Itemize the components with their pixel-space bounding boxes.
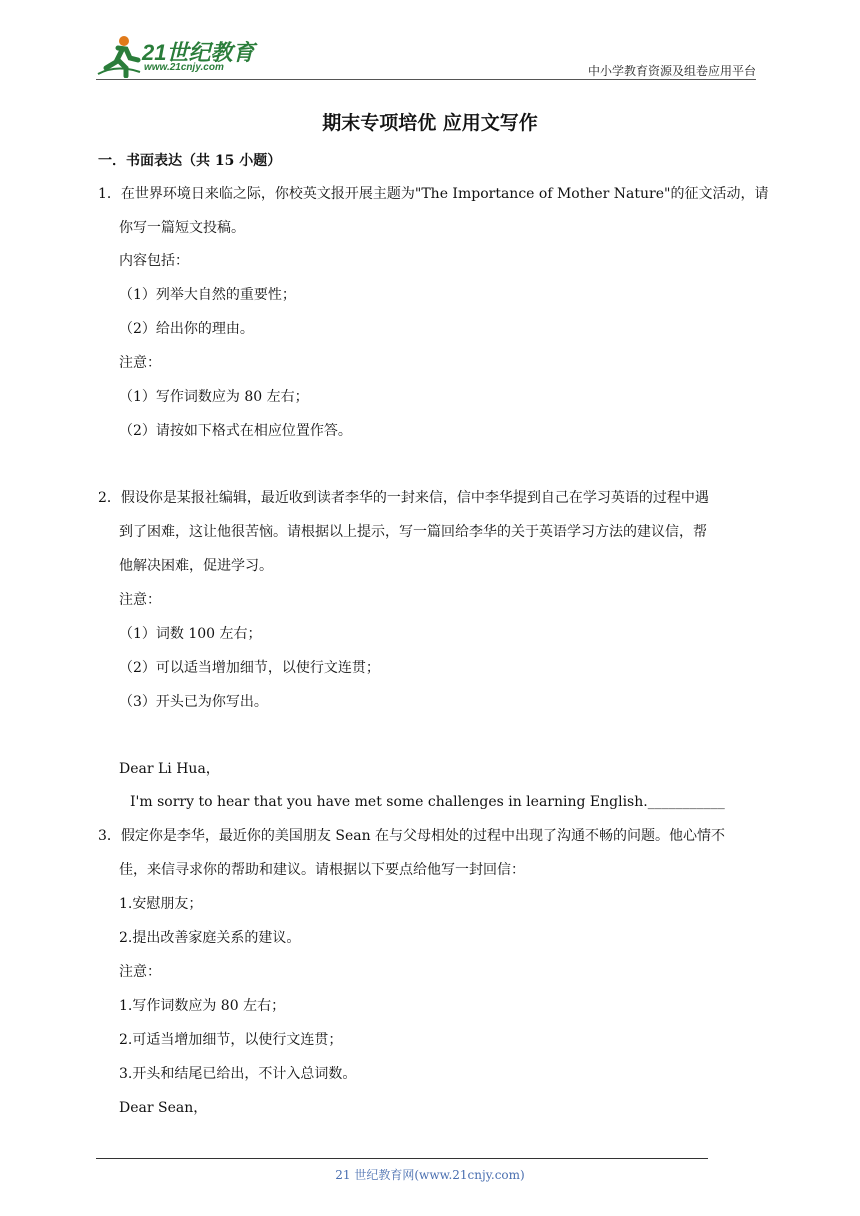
q3-note-label: 注意： bbox=[119, 964, 161, 980]
q3-line2: 佳，来信寻求你的帮助和建议。请根据以下要点给他写一封回信： bbox=[119, 862, 525, 878]
header-divider bbox=[96, 79, 756, 80]
q2-line1: 2．假设你是某报社编辑，最近收到读者李华的一封来信，信中李华提到自己在学习英语的过程中遇 bbox=[98, 490, 709, 506]
q2-note-2: （2）可以适当增加细节，以使行文连贯； bbox=[119, 660, 380, 676]
footer-text: 21 世纪教育网(www.21cnjy.com) bbox=[335, 1168, 525, 1182]
q3-line1: 3．假定你是李华，最近你的美国朋友 Sean 在与父母相处的过程中出现了沟通不畅的问题。他心情不 bbox=[98, 828, 726, 844]
q2-line3: 他解决困难，促进学习。 bbox=[119, 558, 273, 574]
q3-note-1: 1.写作词数应为 80 左右； bbox=[119, 998, 286, 1014]
q3-greeting: Dear Sean， bbox=[119, 1100, 208, 1116]
q3-note-3: 3.开头和结尾已给出，不计入总词数。 bbox=[119, 1066, 357, 1082]
q1-line2: 你写一篇短文投稿。 bbox=[119, 220, 245, 236]
q3-note-2: 2.可适当增加细节，以使行文连贯； bbox=[119, 1032, 343, 1048]
logo-url: www.21cnjy.com bbox=[144, 62, 224, 73]
q1-line1: 1．在世界环境日来临之际，你校英文报开展主题为"The Importance of Mother Nature"的征文活动，请 bbox=[98, 186, 769, 202]
section-heading: 一．书面表达（共 15 小题） bbox=[98, 153, 282, 169]
page-title: 期末专项培优 应用文写作 bbox=[322, 112, 538, 134]
q2-opening: I'm sorry to hear that you have met some challenges in learning English.___________ bbox=[130, 794, 725, 810]
site-logo bbox=[96, 34, 266, 78]
q2-line2: 到了困难，这让他很苦恼。请根据以上提示，写一篇回给李华的关于英语学习方法的建议信，帮 bbox=[119, 524, 707, 540]
q3-point-1: 1.安慰朋友； bbox=[119, 896, 203, 912]
q2-note-3: （3）开头已为你写出。 bbox=[119, 694, 268, 710]
q1-note-1: （1）写作词数应为 80 左右； bbox=[119, 389, 309, 405]
q1-note-2: （2）请按如下格式在相应位置作答。 bbox=[119, 423, 352, 439]
logo-text: 21世纪教育 bbox=[142, 40, 255, 65]
q2-note-label: 注意： bbox=[119, 592, 161, 608]
platform-name: 中小学教育资源及组卷应用平台 bbox=[587, 64, 756, 78]
runner-logo-icon bbox=[96, 34, 142, 78]
q3-point-2: 2.提出改善家庭关系的建议。 bbox=[119, 930, 301, 946]
q1-content-1: （1）列举大自然的重要性； bbox=[119, 287, 296, 303]
q1-content-2: （2）给出你的理由。 bbox=[119, 321, 254, 337]
q1-note-label: 注意： bbox=[119, 355, 161, 371]
page-header bbox=[96, 34, 756, 80]
footer-divider bbox=[96, 1158, 708, 1159]
q2-greeting: Dear Li Hua， bbox=[119, 761, 220, 777]
q1-content-label: 内容包括： bbox=[119, 253, 189, 269]
q2-note-1: （1）词数 100 左右； bbox=[119, 626, 262, 642]
